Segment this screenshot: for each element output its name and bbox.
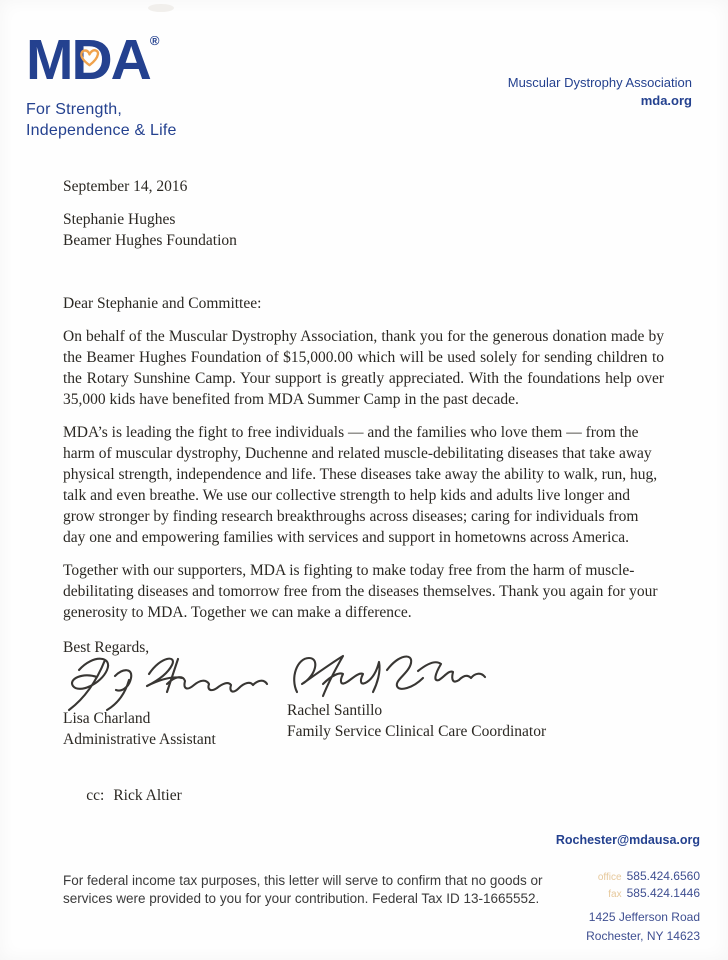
recipient-name: Stephanie Hughes: [63, 211, 176, 228]
lisa-charland-signature: [63, 650, 273, 714]
paragraph-1: On behalf of the Muscular Dystrophy Association, thank you for the generous donation made by the Beamer Hughes Foundation of $15,000.00 which will be used solely for sending children to the Rotary Sunshine Camp. Your support is greatly appreciated. With the foundations help over 35,000 kids have benefited from MDA Summer Camp in the past decade.: [63, 328, 664, 408]
mda-logo-wordmark: [26, 28, 177, 92]
paragraph-3: Together with our supporters, MDA is fighting to make today free from the harm of muscle-debilitating diseases and tomorrow free from the diseases themselves. Thank you again for your generosity to MDA. Together we can make a difference.: [63, 562, 658, 621]
tax-disclaimer: For federal income tax purposes, this letter will serve to confirm that no goods or services were provided to you for your contribution. Federal Tax ID 13-1665552.: [63, 873, 543, 907]
tagline-line-2: Independence & Life: [26, 121, 177, 139]
org-website: mda.org: [640, 93, 692, 109]
signer-block-rachel: [287, 650, 664, 750]
phone-block: [598, 868, 700, 902]
address-line-1: 1425 Jefferson Road: [588, 910, 700, 924]
rachel-santillo-signature: [287, 650, 492, 706]
signer-name: Lisa Charland: [63, 710, 151, 727]
cc-line: [63, 764, 664, 827]
letter-body: [63, 176, 664, 827]
contact-email: Rochester@mdausa.org: [555, 833, 700, 847]
closing-salutation: Best Regards,: [63, 639, 150, 656]
cc-label: cc:: [86, 787, 105, 804]
office-phone-number: 585.424.6560: [626, 869, 700, 883]
logo-letter-a: A: [110, 28, 150, 92]
signature-row: [63, 650, 664, 750]
address-line-2: Rochester, NY 14623: [586, 928, 700, 943]
office-label: office: [597, 872, 622, 883]
logo-tagline: [26, 100, 177, 142]
office-address: [586, 908, 700, 945]
heart-icon: [78, 47, 101, 68]
letter-date: September 14, 2016: [63, 178, 188, 195]
paragraph-2: MDA’s is leading the fight to free individuals — and the families who love them — from the harm of muscular dystrophy, Duchenne and related muscle-debilitating diseases that take away physical strength, independence and life. These diseases take away the ability to walk, run, hug, talk and even breathe. We use our collective strength to help kids and adults live longer and grow stronger by finding research breakthroughs across diseases; caring for individuals from day one and empowering families with services and support in hometowns across America.: [63, 424, 658, 546]
signer-title: Family Service Clinical Care Coordinator: [287, 723, 547, 740]
signer-block-lisa: [63, 650, 287, 750]
signer-name: Rachel Santillo: [287, 702, 383, 719]
logo-letter-m: M: [26, 28, 72, 92]
mda-logo: [26, 28, 177, 142]
salutation: Dear Stephanie and Committee:: [63, 295, 262, 312]
scan-artifact: [148, 4, 174, 12]
fax-phone-row: [598, 885, 700, 902]
office-phone-row: [598, 868, 700, 885]
org-name: Muscular Dystrophy Association: [507, 75, 692, 90]
fax-label: fax: [608, 889, 622, 900]
registered-trademark: ®: [149, 33, 160, 48]
org-header: [508, 74, 692, 110]
cc-name: Rick Altier: [113, 787, 182, 804]
recipient-organization: Beamer Hughes Foundation: [63, 232, 237, 249]
tagline-line-1: For Strength,: [26, 101, 122, 118]
fax-phone-number: 585.424.1446: [626, 886, 700, 900]
addressee-block: [63, 209, 664, 251]
logo-letter-d: D: [71, 28, 111, 92]
signer-title: Administrative Assistant: [63, 731, 216, 748]
